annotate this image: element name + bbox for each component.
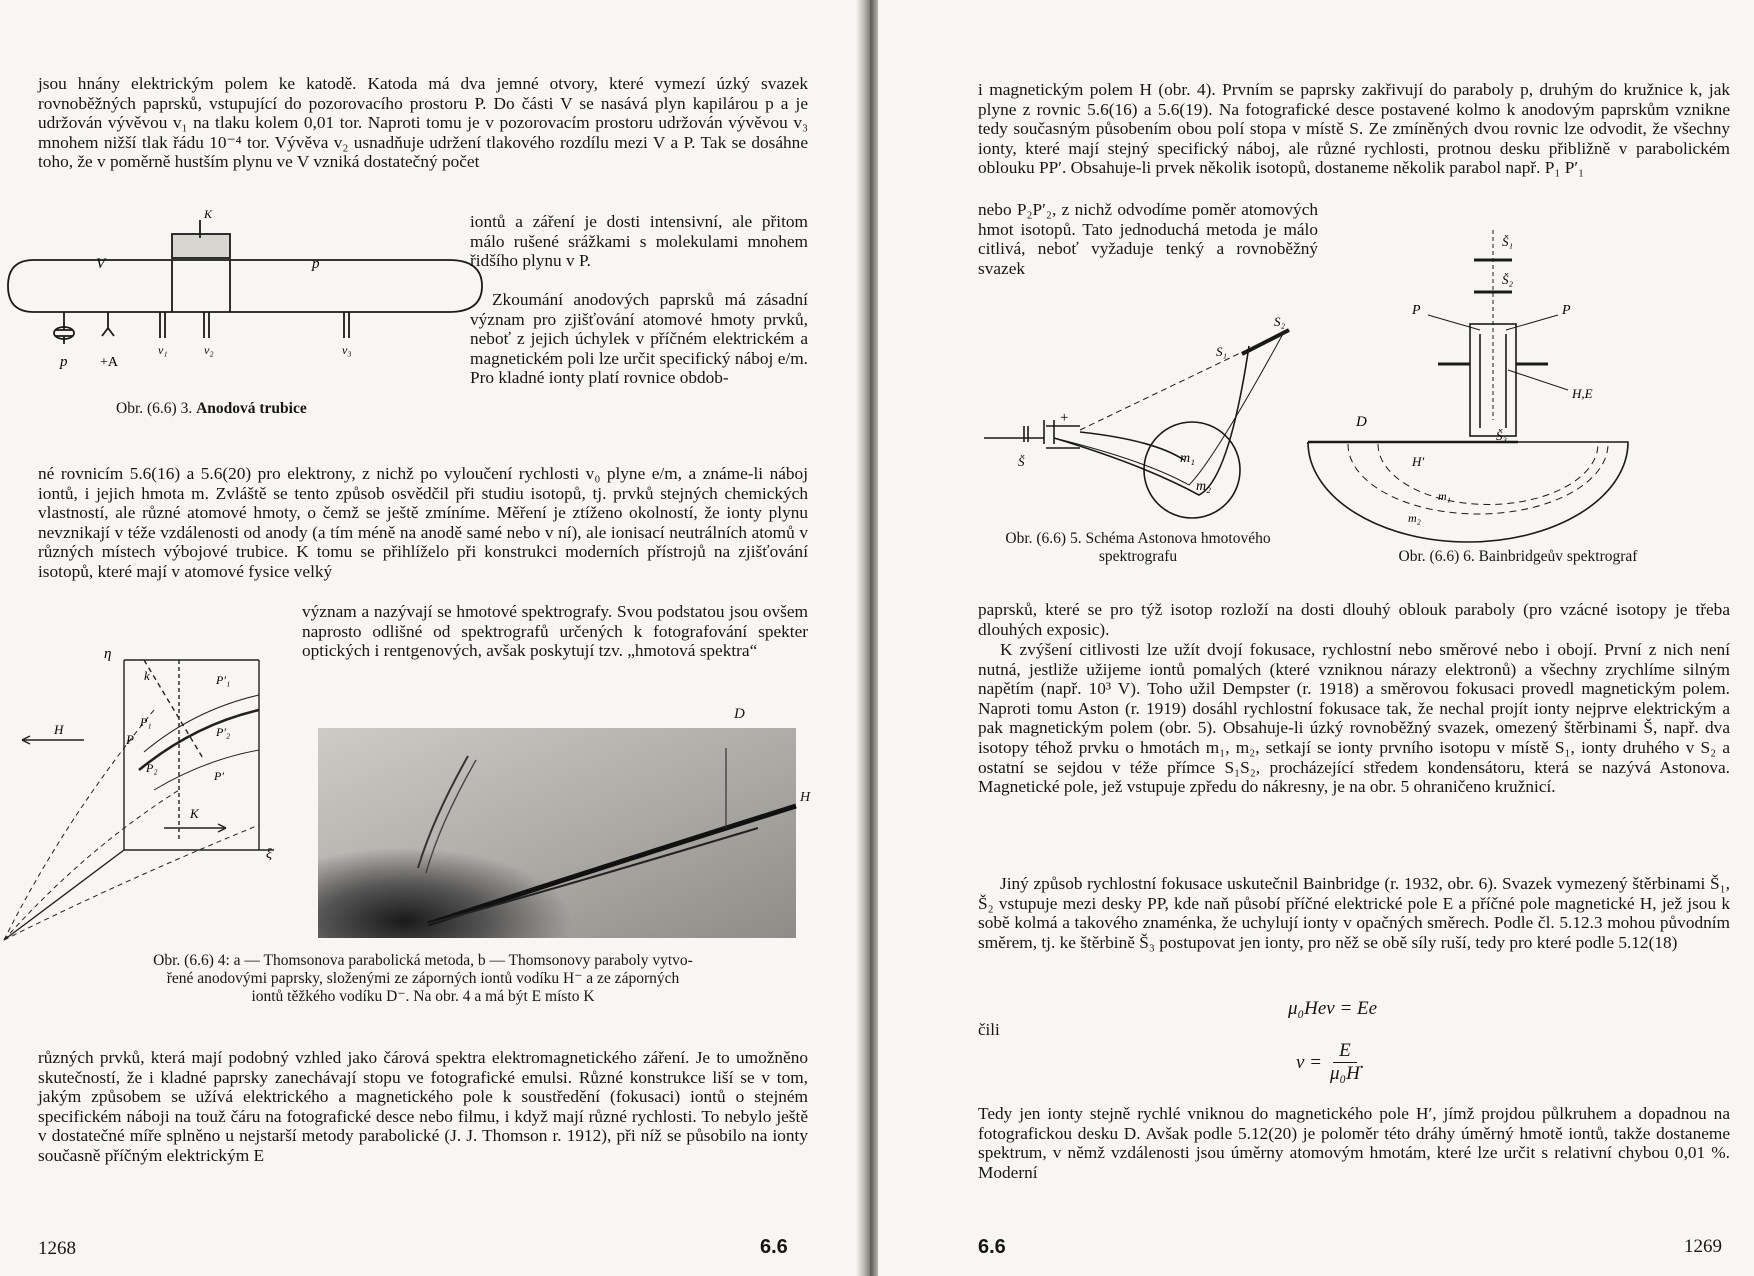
left-paragraph-side: iontů a záření je dosti intensivní, ale přitom málo rušené srážkami s molekulami mnohem řidšího plynu v P.: [470, 212, 808, 271]
figure-aston-spectrograph: [984, 314, 1294, 530]
fig5-label-S: Š: [1018, 454, 1025, 469]
figure-bainbridge-spectrograph: [1308, 230, 1728, 530]
fig3-label-p: p: [60, 354, 68, 370]
fig6-label-Hp: H′: [1412, 454, 1425, 469]
fig6-caption: Obr. (6.6) 6. Bainbridgeův spektrograf: [1398, 548, 1638, 565]
fig3-label-v3: v₃: [342, 343, 352, 357]
figure-thomson-parabolas-photo: [318, 728, 796, 938]
right-page: [878, 0, 1754, 1276]
text-cili: čili: [978, 1020, 1000, 1039]
fig6-label-m2: m₂: [1408, 511, 1421, 525]
fig4-label-P2p: P′₂: [216, 725, 231, 739]
left-paragraph-side-2: Zkoumání anodových paprsků má zásadní význam pro zjišťování atomové hmoty prvků, neboť z jejich úchylek v příčném elektrickém a magnetickém poli lze určit specifický náboj e/m. Pro kladné ionty platí rovnice obdob-: [470, 290, 808, 388]
page-number-right: 1269: [1684, 1236, 1722, 1257]
right-paragraph-mid-3: Jiný způsob rychlostní fokusace uskutečnil Bainbridge (r. 1932, obr. 6). Svazek vymezený štěrbinami Š₁, Š₂ vstupuje mezi desky PP, kde naň působí příčné elektrické pole E a příčné pole magnetické H, jež jsou k sobě kolmá a takového znaménka, že uchylují ionty v opačných směrech. Podle čl. 5.12.3 mohou původním směrem, tj. ke štěrbině Š₃ postupovat jen ionty, pro něž se obě síly ruší, tedy pro které podle 5.12(18): [978, 874, 1730, 952]
right-paragraph-bottom: Tedy jen ionty stejně rychlé vniknou do magnetického pole H′, jímž projdou půlkruhem a dopadnou na fotografickou desku D. Avšak podle 5.12(20) je poloměr této dráhy úměrný hmotě iontů, takže dostaneme spektrum, v němž vzdálenosti jsou úměrny atomovým hmotám, které lze určit s relativní chybou 0,01 %. Moderní: [978, 1104, 1730, 1182]
fig4-label-H: H: [54, 722, 64, 737]
fig5-label-plus: +: [1060, 410, 1069, 426]
left-paragraph-mid-2: význam a nazývají se hmotové spektrografy. Svou podstatou jsou ovšem naprosto odlišné od spektrografů určených k fotografování spekter optických i rentgenových, avšak poskytují tzv. „hmotová spektra“: [302, 602, 808, 661]
fold-shadow-left: [856, 0, 862, 1276]
fig4-caption-line1: Obr. (6.6) 4: a — Thomsonova parabolická metoda, b — Thomsonovy paraboly vytvo-: [153, 952, 693, 969]
fig6-label-m1: m₁: [1438, 489, 1451, 503]
fig5-label-S1: S₁: [1216, 344, 1228, 359]
fig4-label-xi: ξ: [266, 847, 272, 862]
fig3-caption-text: Anodová trubice: [196, 400, 307, 417]
fig5-label-m1: m₁: [1180, 451, 1195, 466]
fig6-label-S3: Š₃: [1496, 428, 1508, 443]
fig4-label-D: D: [734, 706, 745, 722]
equation-velocity: [1296, 1040, 1365, 1085]
fig6-label-S1: Š₁: [1502, 234, 1514, 249]
right-paragraph-top: i magnetickým polem H (obr. 4). Prvním se paprsky zakřivují do paraboly p, druhým do kružnice k, jak plyne z rovnic 5.6(16) a 5.6(19). Na fotografické desce postavené kolmo k anodovým paprskům vznikne tedy současným působením obou polí stopa v místě S. Ze zmíněných dvou rovnic lze odvodit, že všechny ionty, které mají stejný specifický náboj, ale různé rychlosti, protnou desku přibližně v parabolickém oblouku PP′. Obsahuje-li prvek několik isotopů, dostaneme několik parabol např. P₁ P′₁: [978, 80, 1730, 178]
fig4-label-Hh: H: [800, 790, 811, 805]
section-number-right: 6.6: [978, 1236, 1006, 1258]
section-number-left: 6.6: [760, 1236, 788, 1258]
eq2-numerator: E: [1333, 1040, 1357, 1063]
eq2-period: .: [1359, 1051, 1365, 1073]
left-paragraph-top: jsou hnány elektrickým polem ke katodě. Katoda má dva jemné otvory, které vymezí úzký svazek rovnoběžných paprsků, vstupující do pozorovacího prostoru P. Do části V se nasává plyn kapilárou p a je udržován vývěvou v₁ na tlaku kolem 0,01 tor. Naproti tomu je v pozorovacím prostoru udržován vývěvou v₃ mnohem nižší tlak řádu 10⁻⁴ tor. Vývěva v₂ usnadňuje udržení tlakového rozdílu mezi V a P. Tak se dosáhne toho, že v poměrně hustším plynu ve V vzniká dostatečný počet: [38, 74, 808, 172]
left-paragraph-bottom: různých prvků, která mají podobný vzhled jako čárová spektra elektromagnetického záření. Je to umožněno skutečností, že i kladné paprsky zanechávají stopu ve fotografické emulsi. Různé konstrukce liší se v tom, jakým způsobem se užívá elektrického a magnetického pole k soustředění (fokusaci) iontů o stejném specifickém náboji na touž čáru na fotografické desce nebo filmu, i když mají různé rychlosti. To nebylo ještě v dostatečné míře splněno u nejstarší metody parabolické (J. J. Thomson r. 1912), při níž se působilo na ionty současně příčným elektrickým E: [38, 1048, 808, 1165]
fig3-label-A: +A: [100, 355, 119, 370]
figure-anode-tube: [4, 207, 474, 412]
right-paragraph-mid-2: K zvýšení citlivosti lze užít dvojí fokusace, rychlostní nebo směrové nebo i obojí. První z nich není nutná, jestliže užijeme iontů pomalých (které vzniknou nárazy elektronů) a všechny zrychlíme silným napětím (např. 10³ V). Toho užil Dempster (r. 1918) a směrovou fokusaci provedl magnetickým polem. Naproti tomu Aston (r. 1919) dosáhl rychlostní fokusace tak, že nechal projít ionty nejprve elektrickým a pak magnetickým polem (obr. 5). Obsahuje-li úzký rovnoběžný svazek, omezený štěrbinami Š, např. dva isotopy téhož prvku o hmotách m₁, m₂, setkají se ionty prvního isotopu v místě S₁, ionty druhého v S₂ a ostatní se sejdou v téže přímce S₁S₂, procházející středem kondensátoru, která se nazývá Astonova. Magnetické pole, jež vstupuje zpředu do nákresny, je na obr. 5 ohraničeno kružnicí.: [978, 640, 1730, 797]
fig4-label-P: P: [126, 732, 134, 747]
fig4-label-P1: P₁: [140, 715, 152, 729]
left-page: [0, 0, 862, 1276]
eq2-lhs: v =: [1296, 1051, 1323, 1073]
fig4-caption: [38, 952, 808, 1006]
fig4-label-Pp: P′: [214, 769, 224, 783]
fig3-label-v2: v₂: [204, 343, 214, 357]
fig4-caption-line2: řené anodovými paprsky, složenými ze záporných iontů vodíku H⁻ a ze záporných: [166, 970, 680, 987]
fig5-label-S2: S₂: [1274, 314, 1286, 329]
fig6-label-HE: H,E: [1572, 386, 1593, 401]
fig3-label-K: K: [204, 207, 213, 221]
book-gutter: [862, 0, 878, 1276]
fig6-label-S2: Š₂: [1502, 272, 1514, 287]
fig5-label-m2: m₂: [1196, 479, 1211, 494]
fig3-label-v1: v₁: [158, 343, 168, 357]
left-paragraph-mid: né rovnicím 5.6(16) a 5.6(20) pro elektrony, z nichž po vyloučení rychlosti v₀ plyne e/m, a známe-li náboj iontů, i jejich hmota m. Zvláště se tento způsob osvědčil při studiu isotopů, tj. prvků stejných chemických vlastností, ale různé atomové hmoty, o čemž se ještě zmíníme. Měření je ztíženo okolností, že ionty plynu nevznikají v téže vzdálenosti od anody (a tím méně na anodě samé nebo v ní), ale ionisací neutrálních atomů v různých místech výbojové trubice. K tomu se přihlíželo při konstrukci moderních přístrojů na zjišťování isotopů, které mají v atomové fysice velký: [38, 464, 808, 581]
fig3-caption: [116, 400, 446, 418]
fig3-label-V: V: [96, 256, 106, 272]
right-paragraph-mid: paprsků, které se pro týž isotop rozloží na dosti dlouhý oblouk paraboly (pro vzácné isotopy je třeba dlouhých exposic).: [978, 600, 1730, 639]
fig3-caption-num: Obr. (6.6) 3.: [116, 400, 193, 417]
equation-force-balance: μ₀Hev = Ee: [1288, 998, 1378, 1019]
fig4-label-k: k: [144, 668, 150, 683]
fig4-label-P2: P₂: [146, 761, 158, 775]
fig4-caption-line3: iontů těžkého vodíku D⁻. Na obr. 4 a má být E místo K: [251, 988, 595, 1005]
fig6-label-P: P: [1412, 303, 1421, 318]
fig4-label-K: K: [190, 806, 199, 821]
page-number-left: 1268: [38, 1238, 76, 1259]
fig4-label-P1p: P′₁: [216, 673, 231, 687]
fig6-label-Pr: P: [1562, 303, 1571, 318]
eq2-denominator: μ₀H: [1330, 1063, 1360, 1084]
right-paragraph-side: nebo P₂P′₂, z nichž odvodíme poměr atomových hmot isotopů. Tato jednoduchá metoda je málo citlivá, neboť vyžaduje tenký a rovnoběžný svazek: [978, 200, 1318, 278]
figure-thomson-method: [4, 640, 304, 940]
fig4-label-eta: η: [104, 646, 112, 662]
fig5-caption: Obr. (6.6) 5. Schéma Astonova hmotového spektrografu: [1005, 530, 1271, 565]
fig3-label-P: p: [312, 256, 320, 272]
fig6-label-D: D: [1356, 414, 1367, 430]
